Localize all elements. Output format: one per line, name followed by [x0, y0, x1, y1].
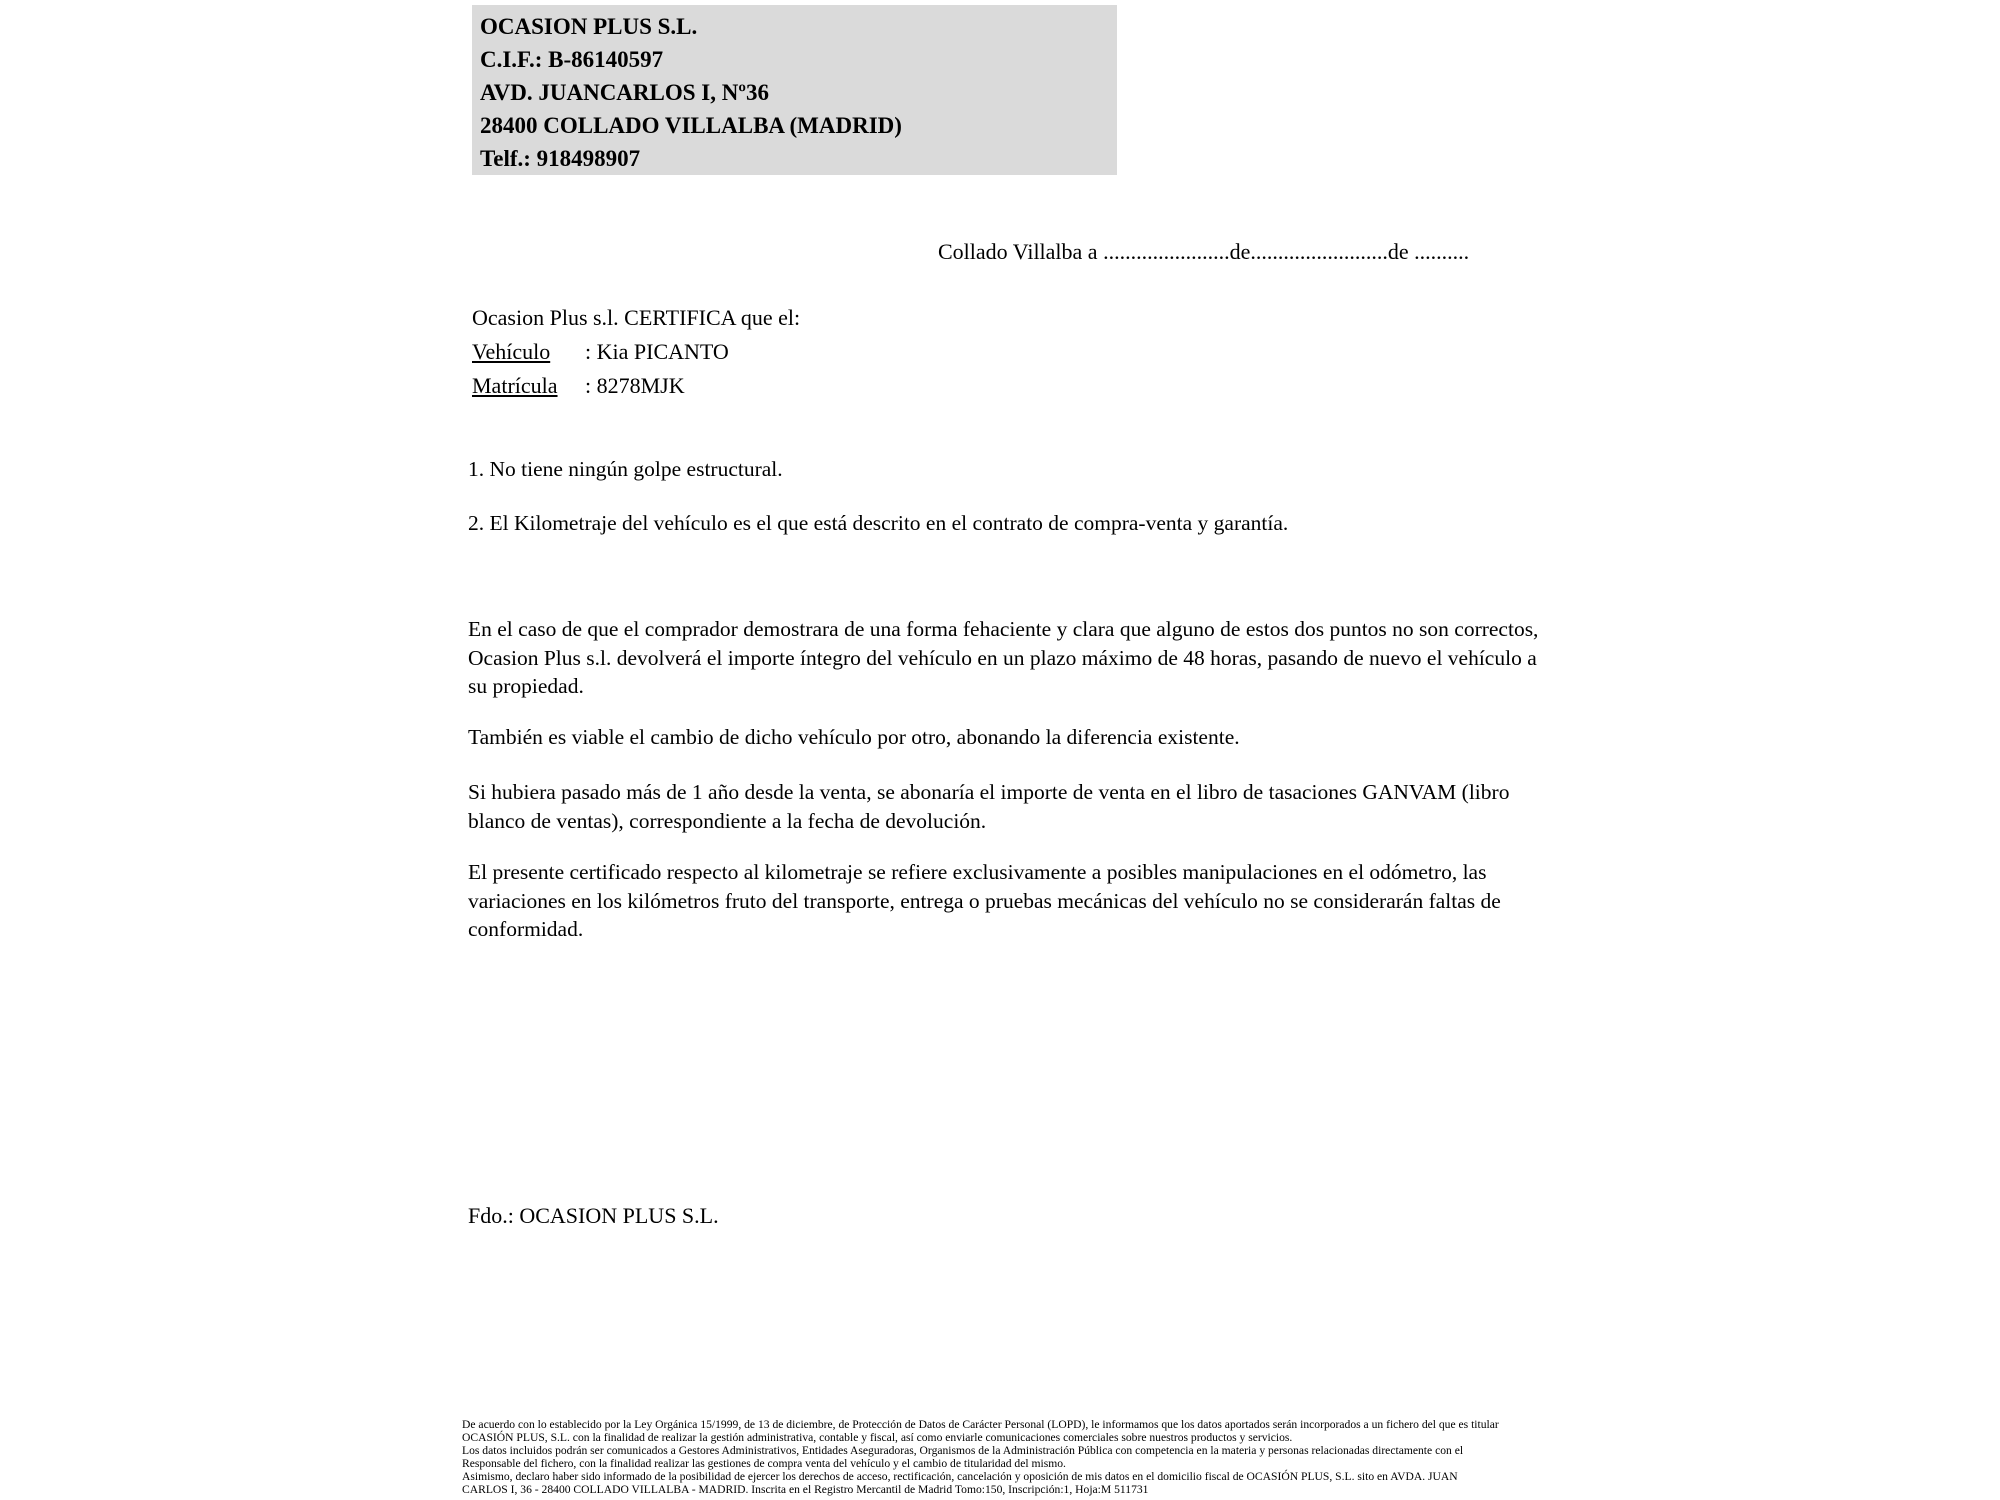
ganvam-paragraph: Si hubiera pasado más de 1 año desde la venta, se abonaría el importe de venta en el libro de tasaciones GANVAM (libro blanco de ventas), correspondiente a la fecha de devolución.: [468, 780, 1510, 833]
exchange-paragraph: También es viable el cambio de dicho vehículo por otro, abonando la diferencia existente.: [468, 725, 1240, 749]
certified-point-2: 2. El Kilometraje del vehículo es el que está descrito en el contrato de compra-venta y garantía.: [468, 511, 1289, 535]
plate-label: Matrícula: [472, 373, 558, 398]
legal-footer-line: CARLOS I, 36 - 28400 COLLADO VILLALBA - MADRID. Inscrita en el Registro Mercantil de Madrid Tomo:150, Inscripción:1, Hoja:M 511731: [462, 1482, 1149, 1496]
legal-footer: [462, 1419, 1572, 1496]
odometer-disclaimer-paragraph: El presente certificado respecto al kilometraje se refiere exclusivamente a posibles manipulaciones en el odómetro, las variaciones en los kilómetros fruto del transporte, entrega o pruebas mecánicas del vehículo no se considerarán faltas de conformidad.: [468, 860, 1501, 941]
refund-paragraph: En el caso de que el comprador demostrara de una forma fehaciente y clara que alguno de estos dos puntos no son correctos, Ocasion Plus s.l. devolverá el importe íntegro del vehículo en un plazo máximo de 48 horas, pasando de nuevo el vehículo a su propiedad.: [468, 617, 1539, 698]
company-phone: Telf.: 918498907: [480, 146, 641, 171]
vehicle-value: : Kia PICANTO: [585, 339, 729, 364]
date-fill-in-line: Collado Villalba a .......................de.........................de ..........: [938, 239, 1470, 264]
signature-line: Fdo.: OCASION PLUS S.L.: [468, 1203, 719, 1228]
legal-footer-line: OCASIÓN PLUS, S.L. con la finalidad de realizar la gestión administrativa, contable y fiscal, así como enviarle comunicaciones comerciales sobre nuestros productos y servicios.: [462, 1430, 1293, 1444]
certify-intro: Ocasion Plus s.l. CERTIFICA que el:: [472, 305, 801, 330]
company-address: AVD. JUANCARLOS I, Nº36: [480, 80, 769, 105]
vehicle-label: Vehículo: [472, 339, 551, 364]
company-name: OCASION PLUS S.L.: [480, 14, 698, 39]
plate-value: : 8278MJK: [585, 373, 685, 398]
plate-row: [472, 369, 800, 403]
certified-point-1: 1. No tiene ningún golpe estructural.: [468, 457, 783, 481]
legal-footer-line: Los datos incluidos podrán ser comunicados a Gestores Administrativos, Entidades Aseguradoras, Organismos de la Administración Pública con competencia en la materia y personas relacionadas directamente con el: [462, 1443, 1464, 1457]
company-cif: C.I.F.: B-86140597: [480, 47, 664, 72]
legal-footer-line: Responsable del fichero, con la finalidad realizar las gestiones de compra venta del vehículo y el cambio de titularidad del mismo.: [462, 1456, 1066, 1470]
vehicle-row: [472, 335, 800, 369]
company-city: 28400 COLLADO VILLALBA (MADRID): [480, 113, 902, 138]
legal-footer-line: Asimismo, declaro haber sido informado de la posibilidad de ejercer los derechos de acceso, rectificación, cancelación y oposición de mis datos en el domicilio fiscal de OCASIÓN PLUS, S.L. sito en AVDA. JUAN: [462, 1469, 1458, 1483]
company-header-box: [472, 5, 1117, 175]
certify-block: [472, 301, 800, 403]
legal-footer-line: De acuerdo con lo establecido por la Ley Orgánica 15/1999, de 13 de diciembre, de Protección de Datos de Carácter Personal (LOPD), le informamos que los datos aportados serán incorporados a un fichero del que es titular: [462, 1418, 1499, 1431]
